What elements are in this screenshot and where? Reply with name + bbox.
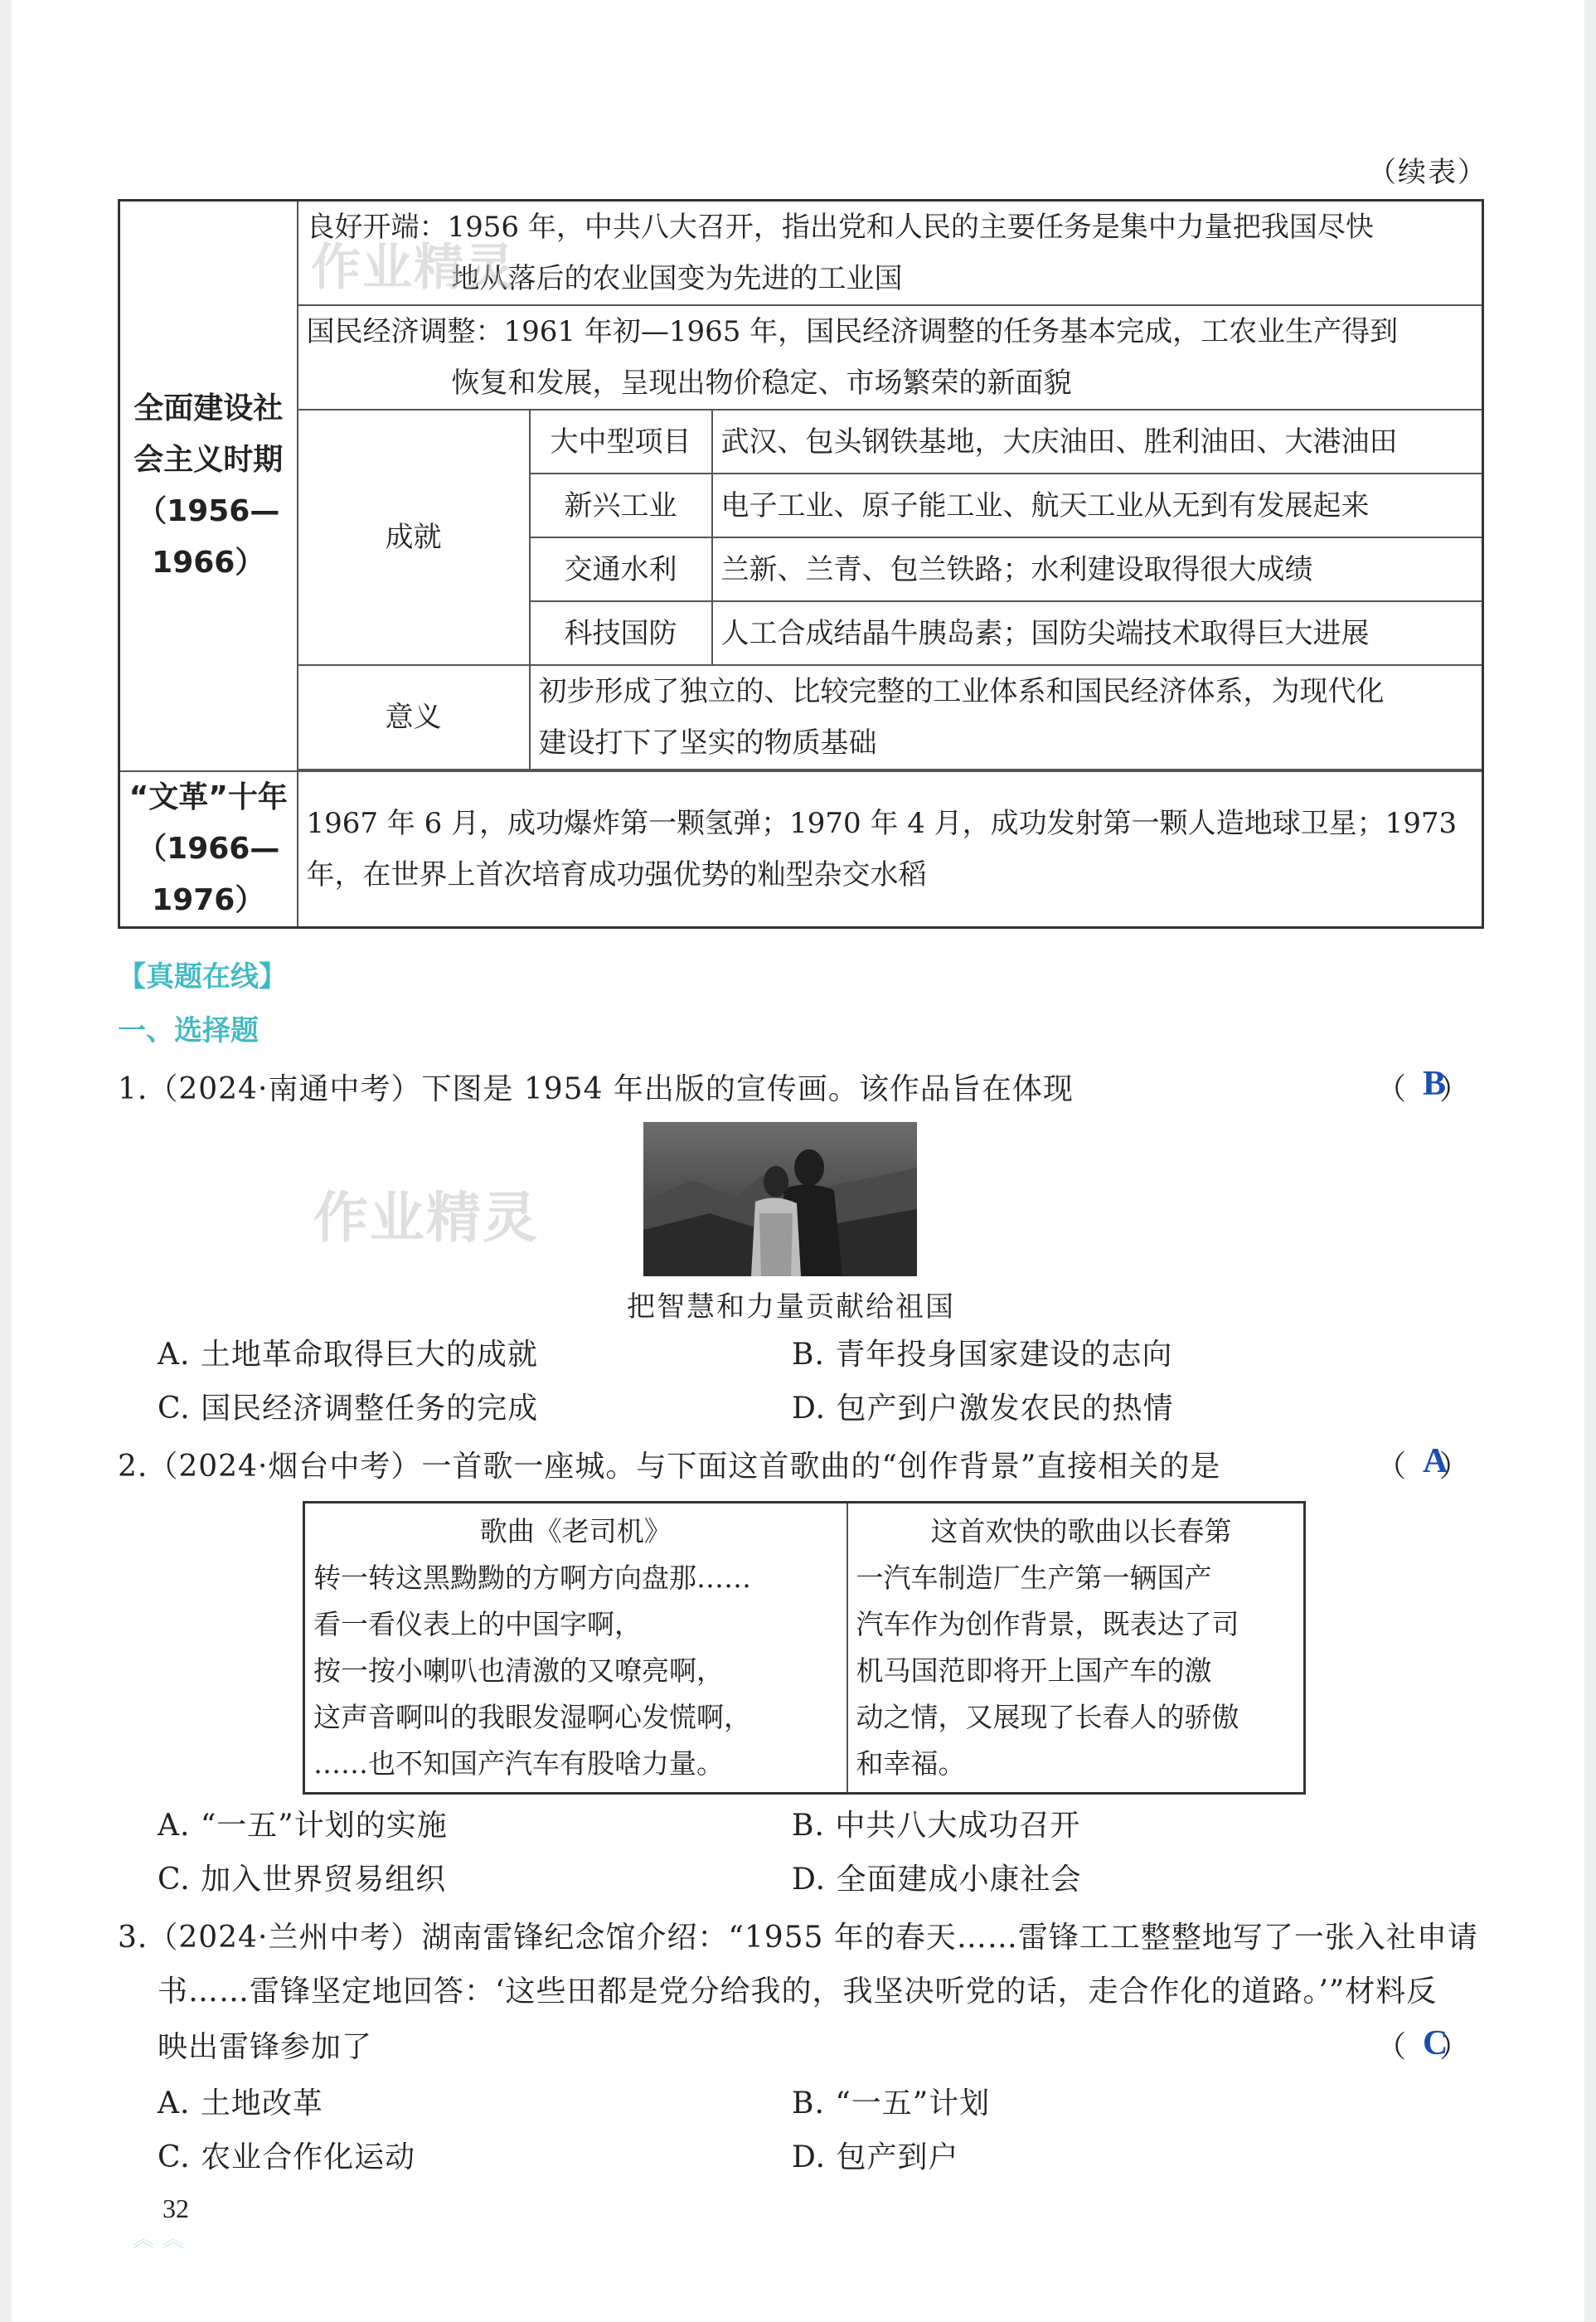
wave-decoration-icon: ︽︽ [133,2227,193,2252]
achievement-detail: 电子工业、原子能工业、航天工业从无到有发展起来 [712,474,1483,537]
section-title: 【真题在线】 [118,960,287,993]
option-b[interactable]: B. 中共八大成功召开 [792,1809,1081,1843]
option-c[interactable]: C. 加入世界贸易组织 [158,1863,447,1897]
question-2-stem: 2.（2024·烟台中考）一首歌一座城。与下面这首歌曲的“创作背景”直接相关的是 [118,1450,1221,1484]
significance-text: 初步形成了独立的、比较完整的工业体系和国民经济体系，为现代化 [538,675,1385,708]
achievements-label: 成就 [298,410,530,665]
question-3-stem-line-3: 映出雷锋参加了 [158,2030,373,2064]
watermark: 作业精灵 [313,1186,539,1250]
option-b[interactable]: B. 青年投身国家建设的志向 [792,1338,1173,1372]
background-line: 动之情，又展现了长春人的骄傲 [856,1701,1239,1733]
achievement-detail: 武汉、包头钢铁基地，大庆油田、胜利油田、大港油田 [712,410,1483,474]
period-2-name: “文革”十年 [129,780,288,814]
achievement-detail: 人工合成结晶牛胰岛素；国防尖端技术取得巨大进展 [712,601,1483,665]
adjust-text-cont: 恢复和发展，呈现出物价稳定、市场繁荣的新面貌 [451,367,1072,400]
lyrics-cell [304,1503,847,1794]
achievement-item: 科技国防 [530,601,712,665]
question-1-stem: 1.（2024·南通中考）下图是 1954 年出版的宣传画。该作品旨在体现 [118,1072,1074,1106]
question-3-answer: C [1423,2024,1448,2062]
background-cell [847,1503,1305,1794]
period-1-name: 全面建设社会主义时期 [133,391,284,477]
page-number: 32 [163,2193,189,2223]
background-line: 汽车作为创作背景，既表达了司 [856,1608,1239,1640]
good-start-text-cont: 地从落后的农业国变为先进的工业国 [451,262,903,295]
adjust-cell [298,305,1483,410]
option-a[interactable]: A. “一五”计划的实施 [158,1809,448,1843]
period-1-years: （1956—1966） [137,494,280,580]
option-d[interactable]: D. 包产到户激发农民的热情 [792,1392,1174,1426]
question-1-answer: B [1423,1065,1447,1103]
background-line: 机马国范即将开上国产车的激 [856,1654,1212,1687]
paren-close: ） [1439,2030,1470,2064]
period-2-years: （1966—1976） [137,832,280,917]
significance-label: 意义 [298,665,530,770]
option-a[interactable]: A. 土地革命取得巨大的成就 [158,1338,538,1372]
period-cell-2 [119,771,298,928]
lyric-line: 看一看仪表上的中国字啊， [313,1608,642,1640]
option-b[interactable]: B. “一五”计划 [792,2086,991,2120]
lyric-line: 转一转这黑黝黝的方啊方向盘那…… [313,1562,751,1594]
question-3-stem-line-2: 书……雷锋坚定地回答：‘这些田都是党分给我的，我坚决听党的话，走合作化的道路。’”材料反 [158,1975,1438,2009]
song-table [303,1501,1306,1795]
period-2-text-cont: 年，在世界上首次培育成功强优势的籼型杂交水稻 [306,858,927,891]
paren-open: （ [1376,1450,1407,1484]
paren-open: （ [1376,2030,1407,2064]
paren-open: （ [1376,1072,1407,1106]
question-2-answer: A [1423,1442,1448,1480]
song-title: 歌曲《老司机》 [479,1515,672,1547]
background-line: 和幸福。 [856,1747,966,1780]
option-d[interactable]: D. 包产到户 [792,2140,959,2174]
propaganda-poster-image [643,1122,917,1276]
option-a[interactable]: A. 土地改革 [158,2086,323,2120]
subsection-title: 一、选择题 [118,1014,259,1047]
option-c[interactable]: C. 国民经济调整任务的完成 [158,1392,539,1426]
lyric-line: 按一按小喇叭也清激的又嘹亮啊， [313,1654,724,1687]
background-line: 一汽车制造厂生产第一辆国产 [856,1562,1212,1594]
image-caption: 把智慧和力量贡献给祖国 [627,1290,955,1324]
watermark: 作业精灵 [311,239,517,297]
paren-close: ） [1439,1450,1470,1484]
good-start-text: 良好开端：1956 年，中共八大召开，指出党和人民的主要任务是集中力量把我国尽快 [306,211,1374,244]
paren-close: ） [1439,1072,1470,1106]
achievement-item: 交通水利 [530,537,712,601]
achievement-detail: 兰新、兰青、包兰铁路；水利建设取得很大成绩 [712,537,1483,601]
adjust-text: 国民经济调整：1961 年初—1965 年，国民经济调整的任务基本完成，工农业生产得到 [306,315,1399,348]
achievement-item: 大中型项目 [530,410,712,474]
period-2-text-cell [298,771,1483,928]
option-c[interactable]: C. 农业合作化运动 [158,2140,416,2174]
lyric-line: 这声音啊叫的我眼发湿啊心发慌啊， [313,1701,751,1733]
achievement-item: 新兴工业 [530,474,712,537]
background-line: 这首欢快的歌曲以长春第 [930,1515,1232,1547]
option-d[interactable]: D. 全面建成小康社会 [792,1863,1082,1897]
period-cell-1 [119,201,298,772]
lyric-line: ……也不知国产汽车有股啥力量。 [313,1747,724,1780]
significance-cell [530,665,1483,770]
question-3-stem-line-1: 3.（2024·兰州中考）湖南雷锋纪念馆介绍：“1955 年的春天……雷锋工工整整地写了一张入社申请 [118,1921,1478,1955]
summary-table [118,199,1484,929]
period-2-text: 1967 年 6 月，成功爆炸第一颗氢弹；1970 年 4 月，成功发射第一颗人造地球卫星；1973 [306,807,1458,840]
continued-label: （续表） [1368,156,1487,189]
significance-text-cont: 建设打下了坚实的物质基础 [538,726,877,760]
